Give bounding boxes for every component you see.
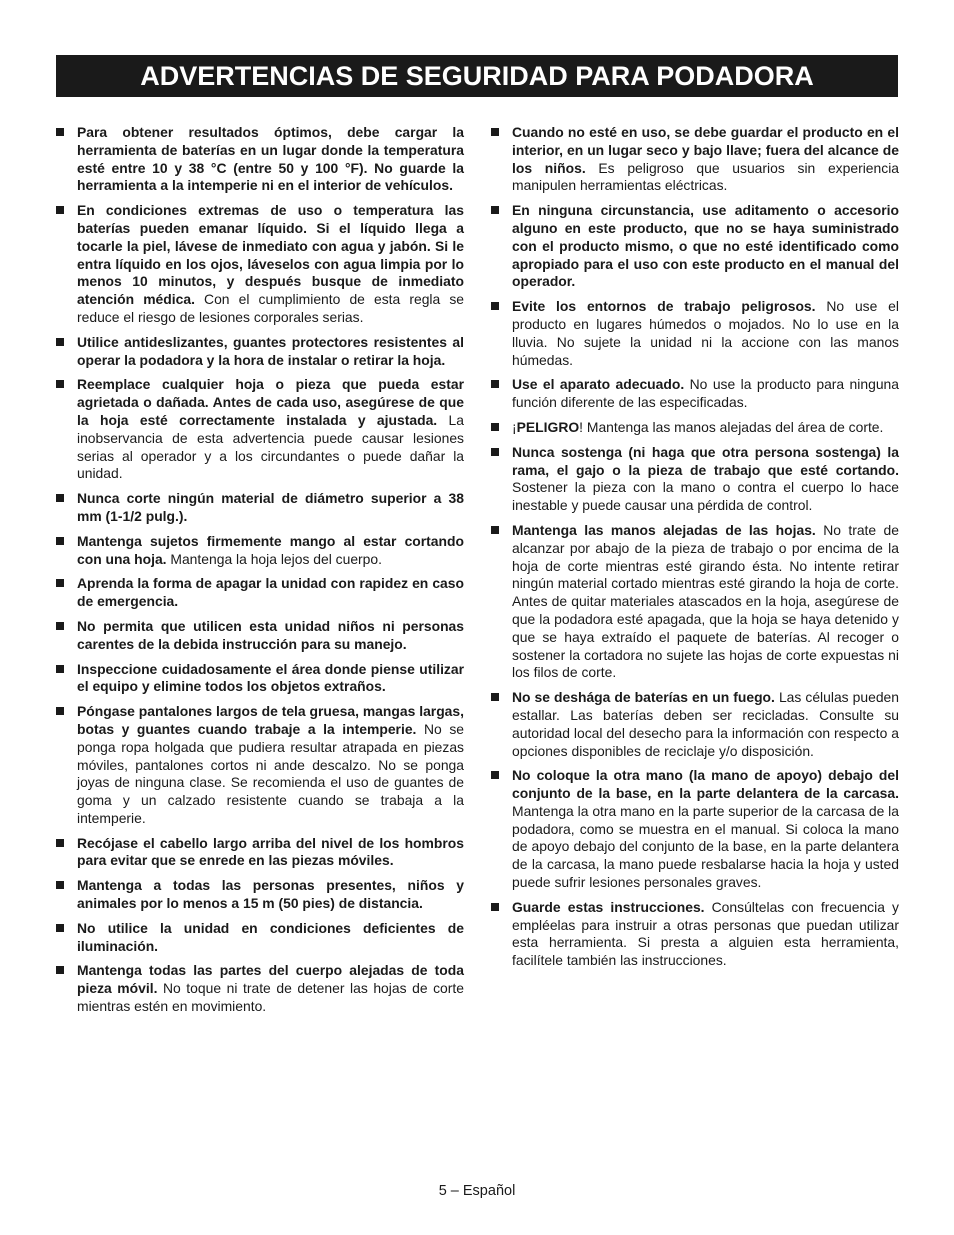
warning-bold-text: No permita que utilicen esta unidad niños ni personas carentes de la debida instrucción para su manejo. — [77, 617, 464, 652]
warning-bold-text: Mantenga todas las partes del cuerpo alejadas de toda pieza móvil. — [77, 962, 464, 997]
warning-detail-text: ! Mantenga las manos alejadas del área de corte. — [579, 418, 884, 435]
warning-item — [56, 962, 464, 1015]
square-bullet-icon — [56, 380, 64, 388]
warning-item — [491, 124, 899, 195]
warning-item — [56, 334, 464, 370]
square-bullet-icon — [491, 771, 499, 779]
square-bullet-icon — [56, 622, 64, 630]
warning-detail-text: No toque ni trate de detener las hojas de corte mientras estén en movimiento. — [77, 980, 464, 1015]
square-bullet-icon — [56, 839, 64, 847]
page-title: ADVERTENCIAS DE SEGURIDAD PARA PODADORA — [140, 60, 814, 91]
warning-item — [491, 202, 899, 291]
square-bullet-icon — [491, 128, 499, 136]
warning-detail-text: Mantenga la otra mano en la parte superior de la carcasa de la podadora, como se muestra en el manual. Si coloca la mano de apoyo debajo del conjunto de la base, en la parte delantera de la carcasa, la mano puede resbalarse hacia la hoja y usted puede sufrir lesiones personales graves. — [512, 802, 899, 891]
right-column — [491, 124, 899, 977]
square-bullet-icon — [491, 448, 499, 456]
warning-detail-text: Es peligroso que usuarios sin experiencia manipulen herramientas eléctricas. — [512, 159, 900, 194]
warning-item — [491, 899, 899, 970]
warning-bold-text: Recójase el cabello largo arriba del nivel de los hombros para evitar que se enrede en las piezas móviles. — [77, 834, 464, 869]
warning-item — [56, 202, 464, 327]
warning-bold-text: Póngase pantalones largos de tela gruesa, mangas largas, botas y guantes cuando trabaje a la intemperie. — [77, 703, 464, 737]
square-bullet-icon — [491, 693, 499, 701]
square-bullet-icon — [491, 423, 499, 431]
square-bullet-icon — [56, 924, 64, 932]
warning-item — [56, 920, 464, 956]
warning-item — [56, 877, 464, 913]
warning-bold-text: Cuando no esté en uso, se debe guardar el producto en el interior, en un lugar seco y bajo llave; fuera del alcance de los niños. — [512, 124, 899, 176]
warning-bold-text: Mantenga las manos alejadas de las hojas. — [512, 521, 816, 538]
warning-bold-text: Mantenga sujetos firmemente mango al estar cortando con una hoja. — [77, 532, 464, 567]
warning-item — [491, 376, 899, 412]
warning-bold-text: No se deshága de baterías en un fuego. — [512, 689, 775, 706]
warning-item — [56, 490, 464, 526]
warning-item — [491, 767, 899, 892]
right-warning-list — [491, 124, 899, 970]
square-bullet-icon — [56, 494, 64, 502]
warning-bold-text: En condiciones extremas de uso o temperatura las baterías pueden emanar líquido. Si el líquido llega a tocarle la piel, lávese de inmediato con agua y jabón. Si le entra líquido en los ojos, láveselos con agua limpia por lo menos 10 minutos, y después busque de inmediato atención médica. — [77, 202, 464, 308]
left-column — [56, 124, 464, 1023]
warning-bold-text: Evite los entornos de trabajo peligrosos. — [512, 298, 816, 315]
square-bullet-icon — [56, 537, 64, 545]
warning-item — [56, 124, 464, 195]
square-bullet-icon — [56, 579, 64, 587]
square-bullet-icon — [56, 707, 64, 715]
square-bullet-icon — [56, 665, 64, 673]
page-footer: 5 – Español — [438, 1183, 516, 1199]
warning-bold-text: PELIGRO — [516, 418, 580, 435]
warning-item — [56, 703, 464, 828]
warning-bold-text: Inspeccione cuidadosamente el área donde piense utilizar el equipo y elimine todos los objetos extraños. — [77, 660, 464, 695]
square-bullet-icon — [491, 903, 499, 911]
warning-bold-text: No utilice la unidad en condiciones deficientes de iluminación. — [77, 919, 464, 954]
warning-item — [491, 689, 899, 760]
warning-detail-text: No use el producto en lugares húmedos o mojados. No lo use en la lluvia. No sujete la unidad ni la accione con las manos húmedas. — [512, 298, 899, 368]
warning-bold-text: Mantenga a todas las personas presentes, niños y animales por lo menos a 15 m (50 pies) de distancia. — [77, 877, 464, 912]
warning-item — [56, 661, 464, 697]
square-bullet-icon — [491, 302, 499, 310]
left-warning-list — [56, 124, 464, 1016]
warning-item — [56, 618, 464, 654]
warning-item — [56, 835, 464, 871]
warning-bold-text: Para obtener resultados óptimos, debe cargar la herramienta de baterías en un lugar donde la temperatura esté entre 10 y 38 °C (entre 50 y 100 °F). No guarde la herramienta a la intemperie ni en el interior de vehículos. — [77, 124, 464, 194]
square-bullet-icon — [56, 206, 64, 214]
warning-item — [491, 298, 899, 369]
warning-bold-text: Nunca sostenga (ni haga que otra persona sostenga) la rama, el gajo o la pieza de trabajo que esté cortando. — [512, 443, 899, 478]
warning-detail-text: La inobservancia de esta advertencia puede causar lesiones serias al operador y a los circundantes o puede dañar la unidad. — [77, 411, 464, 482]
warning-bold-text: En ninguna circunstancia, use aditamento o accesorio alguno en este producto, que no se haya suministrado con el producto mismo, o que no esté identificado como apropiado para el uso con este producto en el manual del operador. — [512, 202, 899, 290]
warning-item — [56, 575, 464, 611]
warning-item — [56, 533, 464, 569]
square-bullet-icon — [491, 206, 499, 214]
square-bullet-icon — [491, 526, 499, 534]
warning-detail-text: Sostener la pieza con la mano o contra el cuerpo lo hace inestable y puede causar una pérdida de control. — [512, 479, 899, 514]
warning-detail-text: Las células pueden estallar. Las baterías deben ser recicladas. Consulte su autoridad local del desecho para la información con respecto a opciones disponibles de reciclaje y/o disposición. — [512, 689, 899, 759]
warning-item — [491, 419, 899, 437]
warning-detail-text: No se ponga ropa holgada que pudiera resultar atrapada en piezas móviles, pantalones cortos ni ande descalzo. No se ponga joyas de ninguna clase. Se recomienda el uso de guantes de goma y un calzado resistente cuando se trabaja a la intemperie. — [77, 720, 464, 826]
warning-item — [56, 376, 464, 483]
warning-detail-text: Consúltelas con frecuencia y empléelas para instruir a otras personas que puedan utilizar esta herramienta. Si presta a alguien esta herramienta, facilítele también las instrucciones. — [512, 898, 899, 969]
warning-item — [491, 444, 899, 515]
square-bullet-icon — [491, 380, 499, 388]
warning-prefix: ¡ — [512, 418, 517, 435]
warning-bold-text: No coloque la otra mano (la mano de apoyo) debajo del conjunto de la base, en la parte delantera de la carcasa. — [512, 767, 899, 802]
warning-detail-text: No trate de alcanzar por abajo de la pieza de trabajo o por encima de la hoja de corte mientras esté girando ésta. No intente retirar ningún material cortado mientras esté girando la hoja de corte. Antes de quitar materiales atascados en la hoja, asegúrese de que la podadora esté apagada, que la hoja se haya detenido y que se haya extraído el paquete de baterías. Al recoger o sostener la cortadora no sujete las hojas de corte expuestas ni los filos de corte. — [512, 521, 899, 681]
warning-detail-text: Mantenga la hoja lejos del cuerpo. — [166, 550, 382, 567]
square-bullet-icon — [56, 128, 64, 136]
section-header — [56, 55, 898, 97]
warning-bold-text: Reemplace cualquier hoja o pieza que pueda estar agrietada o dañada. Antes de cada uso, asegúrese de que la hoja esté correctamente instalada y ajustada. — [77, 376, 464, 428]
warning-item — [491, 522, 899, 682]
warning-bold-text: Utilice antideslizantes, guantes protectores resistentes al operar la podadora y la hora de instalar o retirar la hoja. — [77, 333, 464, 368]
square-bullet-icon — [56, 966, 64, 974]
warning-bold-text: Guarde estas instrucciones. — [512, 898, 705, 915]
square-bullet-icon — [56, 881, 64, 889]
warning-detail-text: No use la producto para ninguna función diferente de las especificadas. — [512, 376, 899, 411]
warning-bold-text: Use el aparato adecuado. — [512, 376, 685, 393]
square-bullet-icon — [56, 338, 64, 346]
warning-bold-text: Aprenda la forma de apagar la unidad con rapidez en caso de emergencia. — [77, 575, 464, 610]
warning-detail-text: Con el cumplimiento de esta regla se reduce el riesgo de lesiones corporales serias. — [77, 291, 464, 325]
warning-bold-text: Nunca corte ningún material de diámetro superior a 38 mm (1-1/2 pulg.). — [77, 490, 464, 524]
